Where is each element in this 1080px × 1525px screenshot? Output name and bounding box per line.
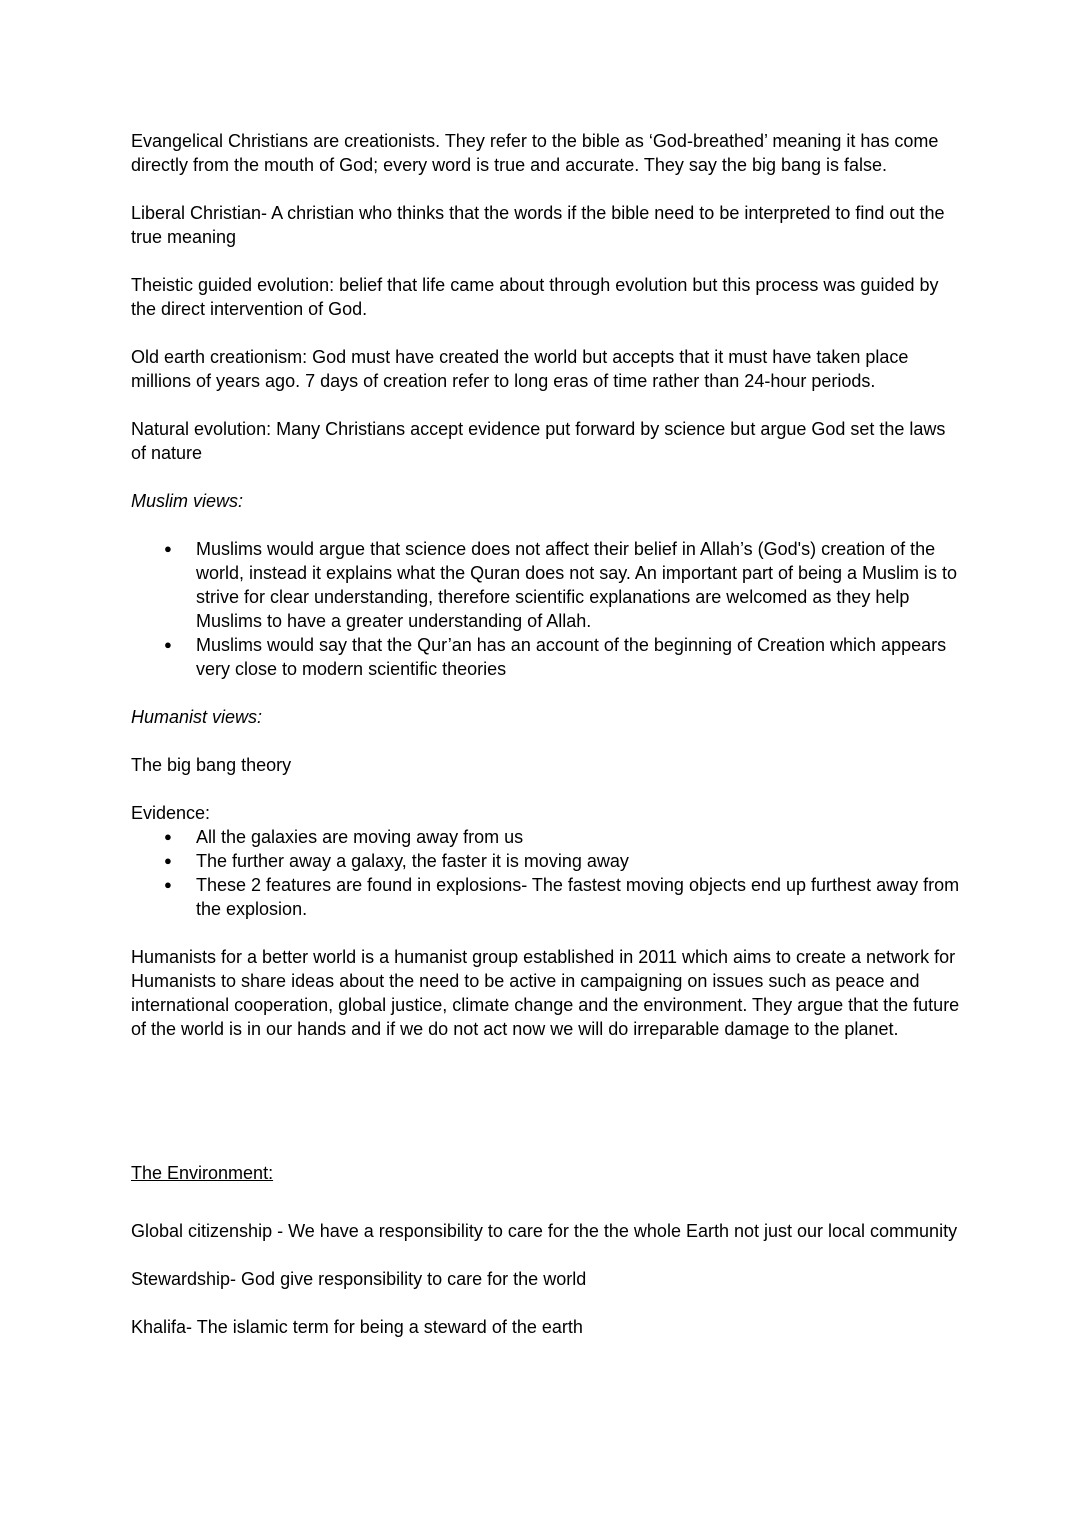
list-item: ● The further away a galaxy, the faster it is moving away	[131, 849, 961, 873]
global-citizenship-paragraph: Global citizenship - We have a responsibility to care for the the whole Earth not just our local community	[131, 1221, 958, 1241]
spacer	[131, 1185, 961, 1219]
spacer	[131, 1041, 961, 1161]
humanists-better-world-paragraph: Humanists for a better world is a humanist group established in 2011 which aims to create a network for Humanists to share ideas about the need to be active in campaigning on issues such as peace and international cooperation, global justice, climate change and the environment. They argue that the future of the world is in our hands and if we do not act now we will do irreparable damage to the planet.	[131, 947, 960, 1039]
evidence-list	[131, 825, 961, 921]
humanist-views-heading: Humanist views:	[131, 707, 263, 727]
muslim-views-list	[131, 537, 961, 681]
evidence-label: Evidence:	[131, 803, 211, 823]
document-page	[131, 129, 961, 1339]
old-earth-creationism-paragraph: Old earth creationism: God must have created the world but accepts that it must have taken place millions of years ago. 7 days of creation refer to long eras of time rather than 24-hour periods.	[131, 347, 909, 391]
list-item: ● These 2 features are found in explosions- The fastest moving objects end up furthest away from the explosion.	[131, 873, 961, 921]
theistic-evolution-paragraph: Theistic guided evolution: belief that life came about through evolution but this process was guided by the direct intervention of God.	[131, 275, 939, 319]
muslim-views-heading: Muslim views:	[131, 491, 244, 511]
environment-heading: The Environment:	[131, 1163, 274, 1183]
list-item: ● Muslims would say that the Qur’an has an account of the beginning of Creation which appears very close to modern scientific theories	[131, 633, 961, 681]
liberal-christian-paragraph: Liberal Christian- A christian who thinks that the words if the bible need to be interpreted to find out the true meaning	[131, 203, 945, 247]
list-item: ● Muslims would argue that science does not affect their belief in Allah’s (God's) creation of the world, instead it explains what the Quran does not say. An important part of being a Muslim is to strive for clear understanding, therefore scientific explanations are welcomed as they help Muslims to have a greater understanding of Allah.	[131, 537, 961, 633]
list-item: ● All the galaxies are moving away from us	[131, 825, 961, 849]
big-bang-heading: The big bang theory	[131, 755, 292, 775]
stewardship-paragraph: Stewardship- God give responsibility to care for the world	[131, 1269, 587, 1289]
evangelical-paragraph: Evangelical Christians are creationists. They refer to the bible as ‘God-breathed’ meaning it has come directly from the mouth of God; every word is true and accurate. They say the big bang is false.	[131, 131, 939, 175]
natural-evolution-paragraph: Natural evolution: Many Christians accept evidence put forward by science but argue God set the laws of nature	[131, 419, 946, 463]
khalifa-paragraph: Khalifa- The islamic term for being a steward of the earth	[131, 1317, 583, 1337]
